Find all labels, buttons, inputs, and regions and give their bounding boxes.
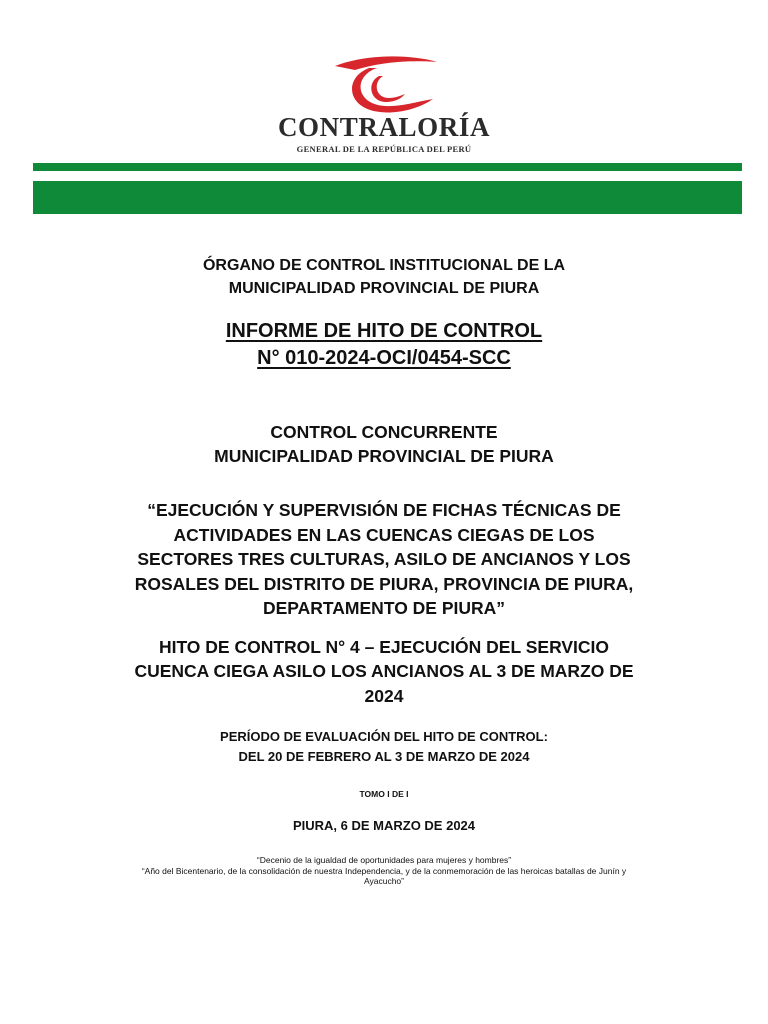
service-title-line: ACTIVIDADES EN LAS CUENCAS CIEGAS DE LOS	[173, 524, 595, 545]
year-motto	[104, 866, 664, 887]
organo-line: MUNICIPALIDAD PROVINCIAL DE PIURA	[228, 280, 540, 297]
organo-heading	[104, 254, 664, 300]
hito-heading	[104, 635, 664, 709]
volume-label: TOMO I DE I	[359, 789, 409, 799]
year-motto-line: “Año del Bicentenario, de la consolidación de nuestra Independencia, y de la conmemoración de las heroicas batallas de Junín y	[141, 865, 627, 876]
periodo-line: PERÍODO DE EVALUACIÓN DEL HITO DE CONTROL:	[220, 729, 548, 744]
hito-line: CUENCA CIEGA ASILO LOS ANCIANOS AL 3 DE MARZO DE	[134, 661, 634, 681]
informe-title	[104, 318, 664, 372]
place-date: PIURA, 6 DE MARZO DE 2024	[292, 818, 476, 833]
logo-subtitle: GENERAL DE LA REPÚBLICA DEL PERÚ	[296, 144, 472, 154]
control-line: MUNICIPALIDAD PROVINCIAL DE PIURA	[214, 446, 554, 466]
hito-line: 2024	[364, 685, 404, 706]
informe-line: INFORME DE HITO DE CONTROL	[225, 320, 543, 342]
service-title-line: ROSALES DEL DISTRITO DE PIURA, PROVINCIA DE PIURA,	[134, 573, 634, 594]
control-line: CONTROL CONCURRENTE	[270, 422, 498, 442]
cover-content	[104, 254, 664, 887]
control-type	[104, 420, 664, 468]
organo-line: ÓRGANO DE CONTROL INSTITUCIONAL DE LA	[202, 257, 566, 274]
evaluation-period	[104, 727, 664, 767]
service-title	[104, 498, 664, 621]
header-band-thick	[33, 181, 742, 214]
year-motto-line: Ayacucho”	[363, 876, 404, 886]
contraloria-emblem-icon	[325, 54, 440, 114]
periodo-line: DEL 20 DE FEBRERO AL 3 DE MARZO DE 2024	[238, 749, 530, 764]
service-title-line: DEPARTAMENTO DE PIURA”	[262, 598, 506, 618]
header-band-thin	[33, 163, 742, 171]
contraloria-logo	[0, 28, 768, 158]
decenio-motto: “Decenio de la igualdad de oportunidades para mujeres y hombres”	[256, 855, 512, 865]
hito-line: HITO DE CONTROL N° 4 – EJECUCIÓN DEL SERVICIO	[158, 636, 610, 657]
informe-number: N° 010-2024-OCI/0454-SCC	[257, 347, 511, 369]
service-title-line: “EJECUCIÓN Y SUPERVISIÓN DE FICHAS TÉCNICAS DE	[147, 500, 621, 520]
service-title-line: SECTORES TRES CULTURAS, ASILO DE ANCIANOS Y LOS	[137, 549, 631, 569]
logo-wordmark: CONTRALORÍA	[277, 112, 491, 142]
